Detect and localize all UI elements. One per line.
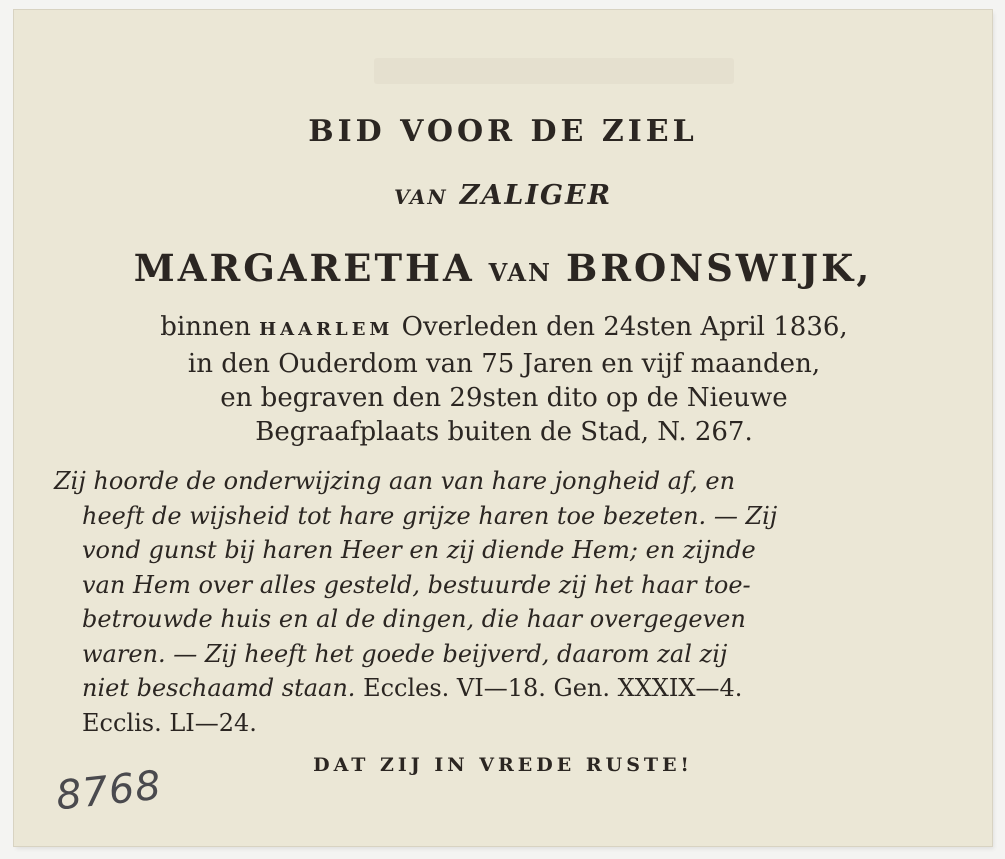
verse-line-6: waren. — Zij heeft het goede beijverd, daarom zal zij (82, 639, 728, 668)
verse-line-5: betrouwde huis en al de dingen, die haar overgegeven (82, 605, 746, 633)
handwritten-inventory-number: 8768 (53, 762, 164, 820)
details-death-date: Overleden den 24sten April 1836, (401, 312, 848, 342)
details-line-3: en begraven den 29sten dito op de Nieuwe (220, 383, 788, 413)
scripture-reference-2: Ecclis. LI—24. (82, 708, 257, 737)
subtitle-zaliger: ZALIGER (459, 180, 613, 211)
card-title: BID VOOR DE ZIEL (308, 114, 698, 149)
verse-line-7 (54, 671, 954, 706)
details-line-2: in den Ouderdom van 75 Jaren en vijf maanden, (187, 349, 821, 379)
verse-line-2: heeft de wijsheid tot hare grijze haren toe bezeten. — Zij (82, 501, 778, 530)
details-binnen: binnen (160, 312, 251, 342)
show-through-ghost-text (374, 58, 734, 84)
scripture-reference: Eccles. VI—18. Gen. XXXIX—4. (363, 674, 743, 702)
name-particle: VAN (488, 258, 552, 287)
details-city: HAARLEM (259, 319, 394, 340)
scripture-verse (54, 464, 954, 740)
first-name: MARGARETHA (133, 246, 475, 290)
surname: BRONSWIJK, (566, 246, 873, 290)
prayer-card (14, 10, 992, 846)
verse-line-7-text: niet beschaamd staan. (82, 674, 356, 702)
death-details (54, 310, 954, 449)
details-line-4: Begraafplaats buiten de Stad, N. 267. (255, 417, 753, 447)
verse-line-4: van Hem over alles gesteld, bestuurde zij het haar toe- (82, 570, 751, 599)
closing-prayer: DAT ZIJ IN VREDE RUSTE! (313, 754, 693, 776)
verse-line-3: vond gunst bij haren Heer en zij diende Hem; en zijnde (82, 536, 756, 564)
verse-line-1: Zij hoorde de onderwijzing aan van hare jongheid af, en (54, 467, 736, 495)
deceased-name (14, 246, 992, 290)
details-line-1 (54, 310, 954, 347)
subtitle (14, 180, 992, 211)
subtitle-van: VAN (393, 185, 448, 209)
